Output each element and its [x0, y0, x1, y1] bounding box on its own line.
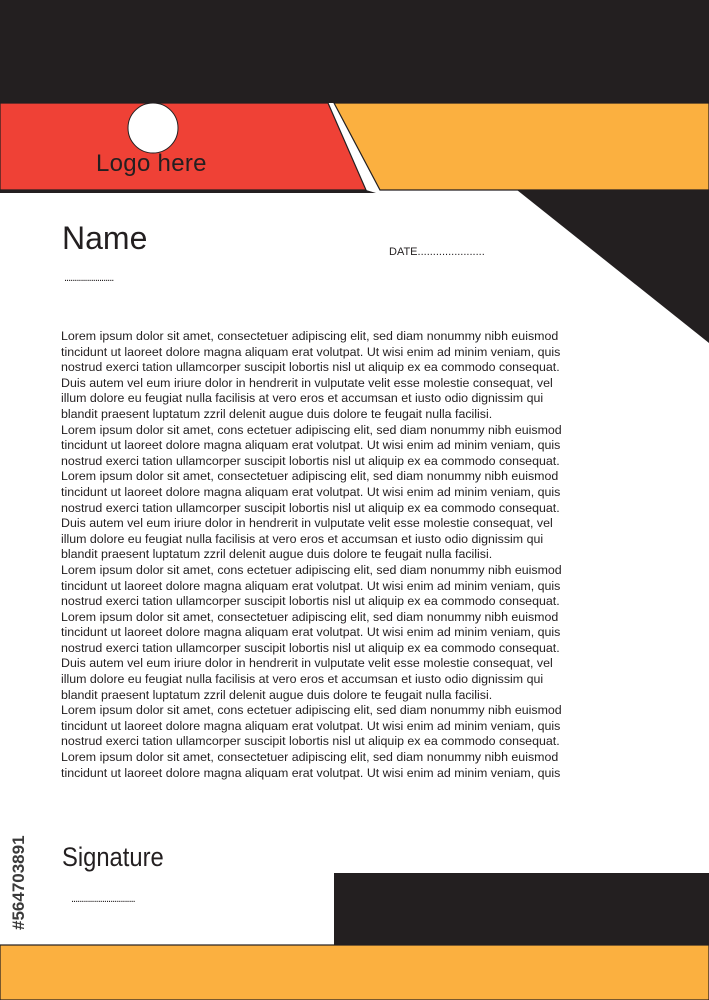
- bottom-orange-band: [0, 945, 709, 1000]
- body-line: nostrud exerci tation ullamcorper suscipit lobortis nisl ut aliquip ex ea commodo consequat.: [61, 360, 560, 375]
- body-line: illum dolore eu feugiat nulla facilisis at vero eros et accumsan et iusto odio dignissim qui: [61, 391, 544, 406]
- body-line: tincidunt ut laoreet dolore magna aliquam erat volutpat. Ut wisi enim ad minim veniam, quis: [61, 344, 561, 359]
- body-line: Lorem ipsum dolor sit amet, consectetuer adipiscing elit, sed diam nonummy nibh euismod: [61, 609, 559, 624]
- body-line: blandit praesent luptatum zzril delenit augue duis dolore te feugait nulla facilisi.: [61, 406, 493, 421]
- body-line: Duis autem vel eum iriure dolor in hendrerit in vulputate velit esse molestie consequat, vel: [61, 375, 553, 390]
- name-dotted-line: ........................: [64, 272, 114, 284]
- letter-body: [61, 329, 621, 781]
- body-line: nostrud exerci tation ullamcorper suscipit lobortis nisl ut aliquip ex ea commodo consequat.: [61, 500, 560, 515]
- body-line: blandit praesent luptatum zzril delenit augue duis dolore te feugait nulla facilisi.: [61, 687, 493, 702]
- signature-heading: Signature: [62, 842, 164, 872]
- body-line: tincidunt ut laoreet dolore magna aliquam erat volutpat. Ut wisi enim ad minim veniam, quis: [61, 718, 561, 733]
- body-line: Lorem ipsum dolor sit amet, cons ectetuer adipiscing elit, sed diam nonummy nibh euismod: [61, 562, 562, 577]
- corner-black-triangle: [517, 190, 709, 343]
- body-line: tincidunt ut laoreet dolore magna aliquam erat volutpat. Ut wisi enim ad minim veniam, quis: [61, 578, 561, 593]
- top-black-band: [0, 0, 709, 103]
- header-divider-line: [0, 190, 376, 193]
- stock-id-text: #564703891: [9, 835, 28, 930]
- body-line: Lorem ipsum dolor sit amet, consectetuer adipiscing elit, sed diam nonummy nibh euismod: [61, 469, 559, 484]
- body-line: nostrud exerci tation ullamcorper suscipit lobortis nisl ut aliquip ex ea commodo consequat.: [61, 594, 560, 609]
- logo-circle: [128, 103, 178, 153]
- body-line: Lorem ipsum dolor sit amet, consectetuer adipiscing elit, sed diam nonummy nibh euismod: [61, 329, 559, 343]
- body-line: blandit praesent luptatum zzril delenit augue duis dolore te feugait nulla facilisi.: [61, 547, 493, 562]
- body-line: Lorem ipsum dolor sit amet, cons ectetuer adipiscing elit, sed diam nonummy nibh euismod: [61, 703, 562, 718]
- body-line: illum dolore eu feugiat nulla facilisis at vero eros et accumsan et iusto odio dignissim qui: [61, 531, 544, 546]
- body-line: nostrud exerci tation ullamcorper suscipit lobortis nisl ut aliquip ex ea commodo consequat.: [61, 640, 560, 655]
- orange-header-panel: [334, 103, 709, 190]
- bottom-black-block: [334, 873, 709, 945]
- name-heading: Name: [62, 220, 148, 256]
- logo-placeholder-text: Logo here: [96, 150, 207, 177]
- body-line: Lorem ipsum dolor sit amet, consectetuer adipiscing elit, sed diam nonummy nibh euismod: [61, 750, 559, 765]
- body-line: Lorem ipsum dolor sit amet, cons ectetuer adipiscing elit, sed diam nonummy nibh euismod: [61, 422, 562, 437]
- signature-dotted-line: ...............................: [71, 893, 135, 905]
- body-line: tincidunt ut laoreet dolore magna aliquam erat volutpat. Ut wisi enim ad minim veniam, quis: [61, 765, 561, 780]
- body-line: Duis autem vel eum iriure dolor in hendrerit in vulputate velit esse molestie consequat, vel: [61, 656, 553, 671]
- body-line: nostrud exerci tation ullamcorper suscipit lobortis nisl ut aliquip ex ea commodo consequat.: [61, 734, 560, 749]
- body-line: tincidunt ut laoreet dolore magna aliquam erat volutpat. Ut wisi enim ad minim veniam, quis: [61, 625, 561, 640]
- body-line: Duis autem vel eum iriure dolor in hendrerit in vulputate velit esse molestie consequat, vel: [61, 516, 553, 531]
- date-field: DATE......................: [389, 246, 485, 258]
- body-line: tincidunt ut laoreet dolore magna aliquam erat volutpat. Ut wisi enim ad minim veniam, quis: [61, 484, 561, 499]
- body-line: tincidunt ut laoreet dolore magna aliquam erat volutpat. Ut wisi enim ad minim veniam, quis: [61, 438, 561, 453]
- body-line: nostrud exerci tation ullamcorper suscipit lobortis nisl ut aliquip ex ea commodo consequat.: [61, 453, 560, 468]
- body-line: illum dolore eu feugiat nulla facilisis at vero eros et accumsan et iusto odio dignissim qui: [61, 672, 544, 687]
